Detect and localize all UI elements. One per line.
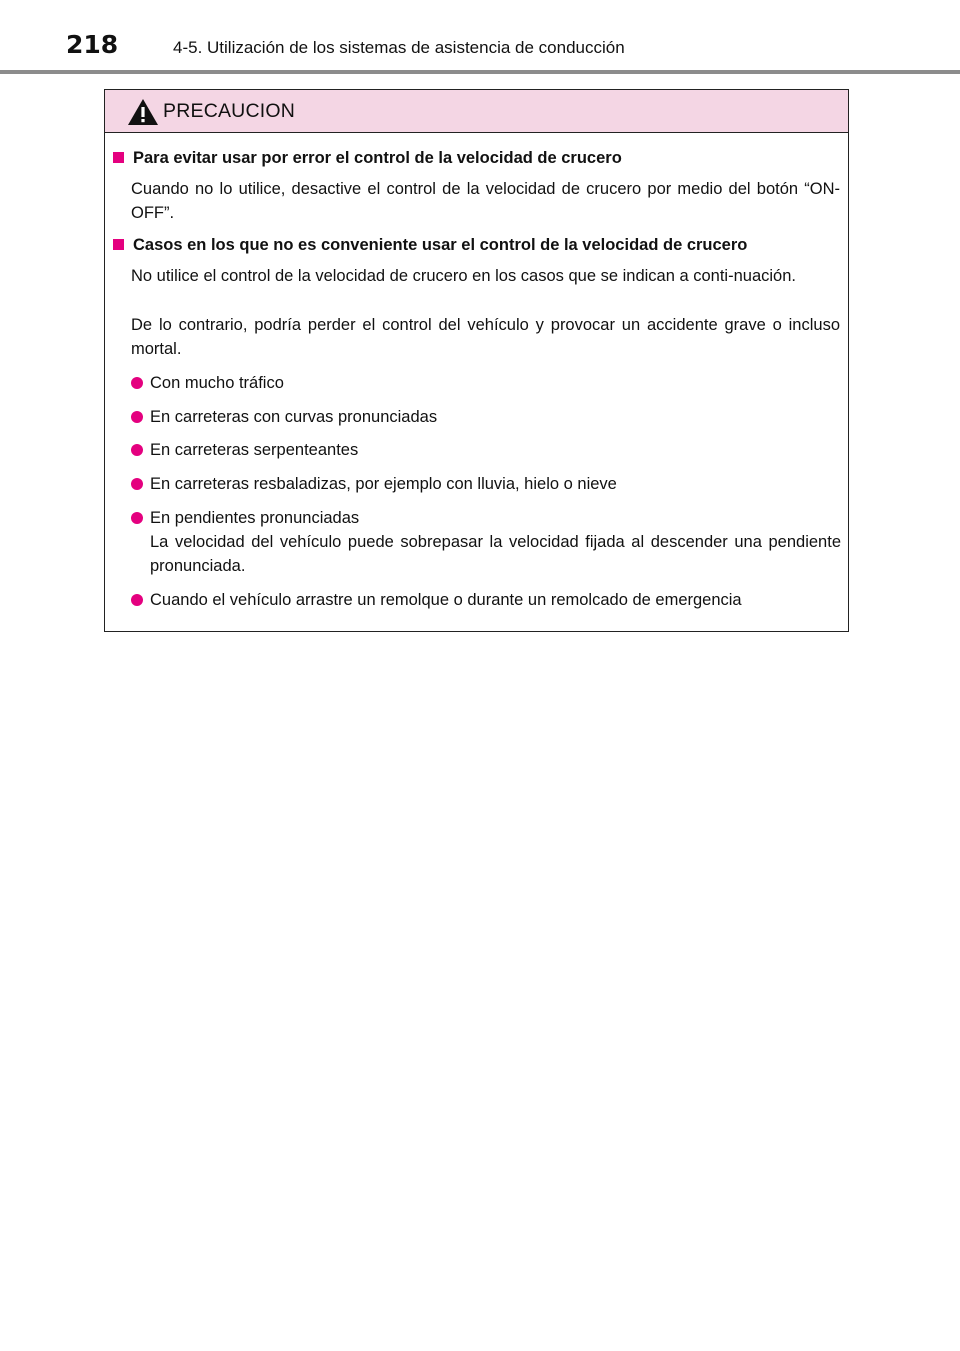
caution-header bbox=[105, 90, 848, 133]
section-title-2 bbox=[113, 236, 747, 255]
section-title-text: Para evitar usar por error el control de la velocidad de crucero bbox=[133, 149, 622, 167]
list-item bbox=[131, 588, 841, 612]
round-bullet-icon bbox=[131, 411, 143, 423]
round-bullet-icon bbox=[131, 512, 143, 524]
section-paragraph: De lo contrario, podría perder el control del vehículo y provocar un accidente grave o incluso mortal. bbox=[131, 316, 840, 358]
round-bullet-icon bbox=[131, 444, 143, 456]
caution-box bbox=[104, 89, 849, 632]
list-item-note: La velocidad del vehículo puede sobrepasar la velocidad fijada al descender una pendiente pronunciada. bbox=[150, 533, 841, 575]
chapter-title: 4-5. Utilización de los sistemas de asistencia de conducción bbox=[173, 38, 625, 57]
list-item-text: En carreteras serpenteantes bbox=[150, 441, 359, 459]
list-item-text: En pendientes pronunciadas bbox=[150, 509, 360, 527]
list-item bbox=[131, 371, 841, 395]
page-header bbox=[0, 0, 960, 80]
section-title-1 bbox=[113, 149, 622, 168]
round-bullet-icon bbox=[131, 478, 143, 490]
square-bullet-icon bbox=[113, 239, 124, 250]
caution-title: PRECAUCION bbox=[163, 100, 296, 122]
list-item bbox=[131, 472, 841, 496]
section-title-text: Casos en los que no es conveniente usar el control de la velocidad de crucero bbox=[133, 236, 748, 254]
round-bullet-icon bbox=[131, 377, 143, 389]
square-bullet-icon bbox=[113, 152, 124, 163]
round-bullet-icon bbox=[131, 594, 143, 606]
warning-triangle-icon bbox=[127, 98, 159, 126]
list-item-text: En carreteras resbaladizas, por ejemplo con lluvia, hielo o nieve bbox=[150, 475, 617, 493]
section-paragraph: No utilice el control de la velocidad de crucero en los casos que se indican a conti-nuación. bbox=[131, 267, 796, 285]
list-item bbox=[131, 405, 841, 429]
header-divider bbox=[0, 70, 960, 74]
list-item-text: En carreteras con curvas pronunciadas bbox=[150, 408, 438, 426]
list-item-text: Con mucho tráfico bbox=[150, 374, 284, 392]
section-paragraph: Cuando no lo utilice, desactive el control de la velocidad de crucero por medio del botón “ON-OFF”. bbox=[131, 180, 840, 222]
list-item-text: Cuando el vehículo arrastre un remolque o durante un remolcado de emergencia bbox=[150, 591, 742, 609]
list-item bbox=[131, 506, 841, 578]
page-number: 218 bbox=[66, 30, 119, 59]
list-item bbox=[131, 438, 841, 462]
